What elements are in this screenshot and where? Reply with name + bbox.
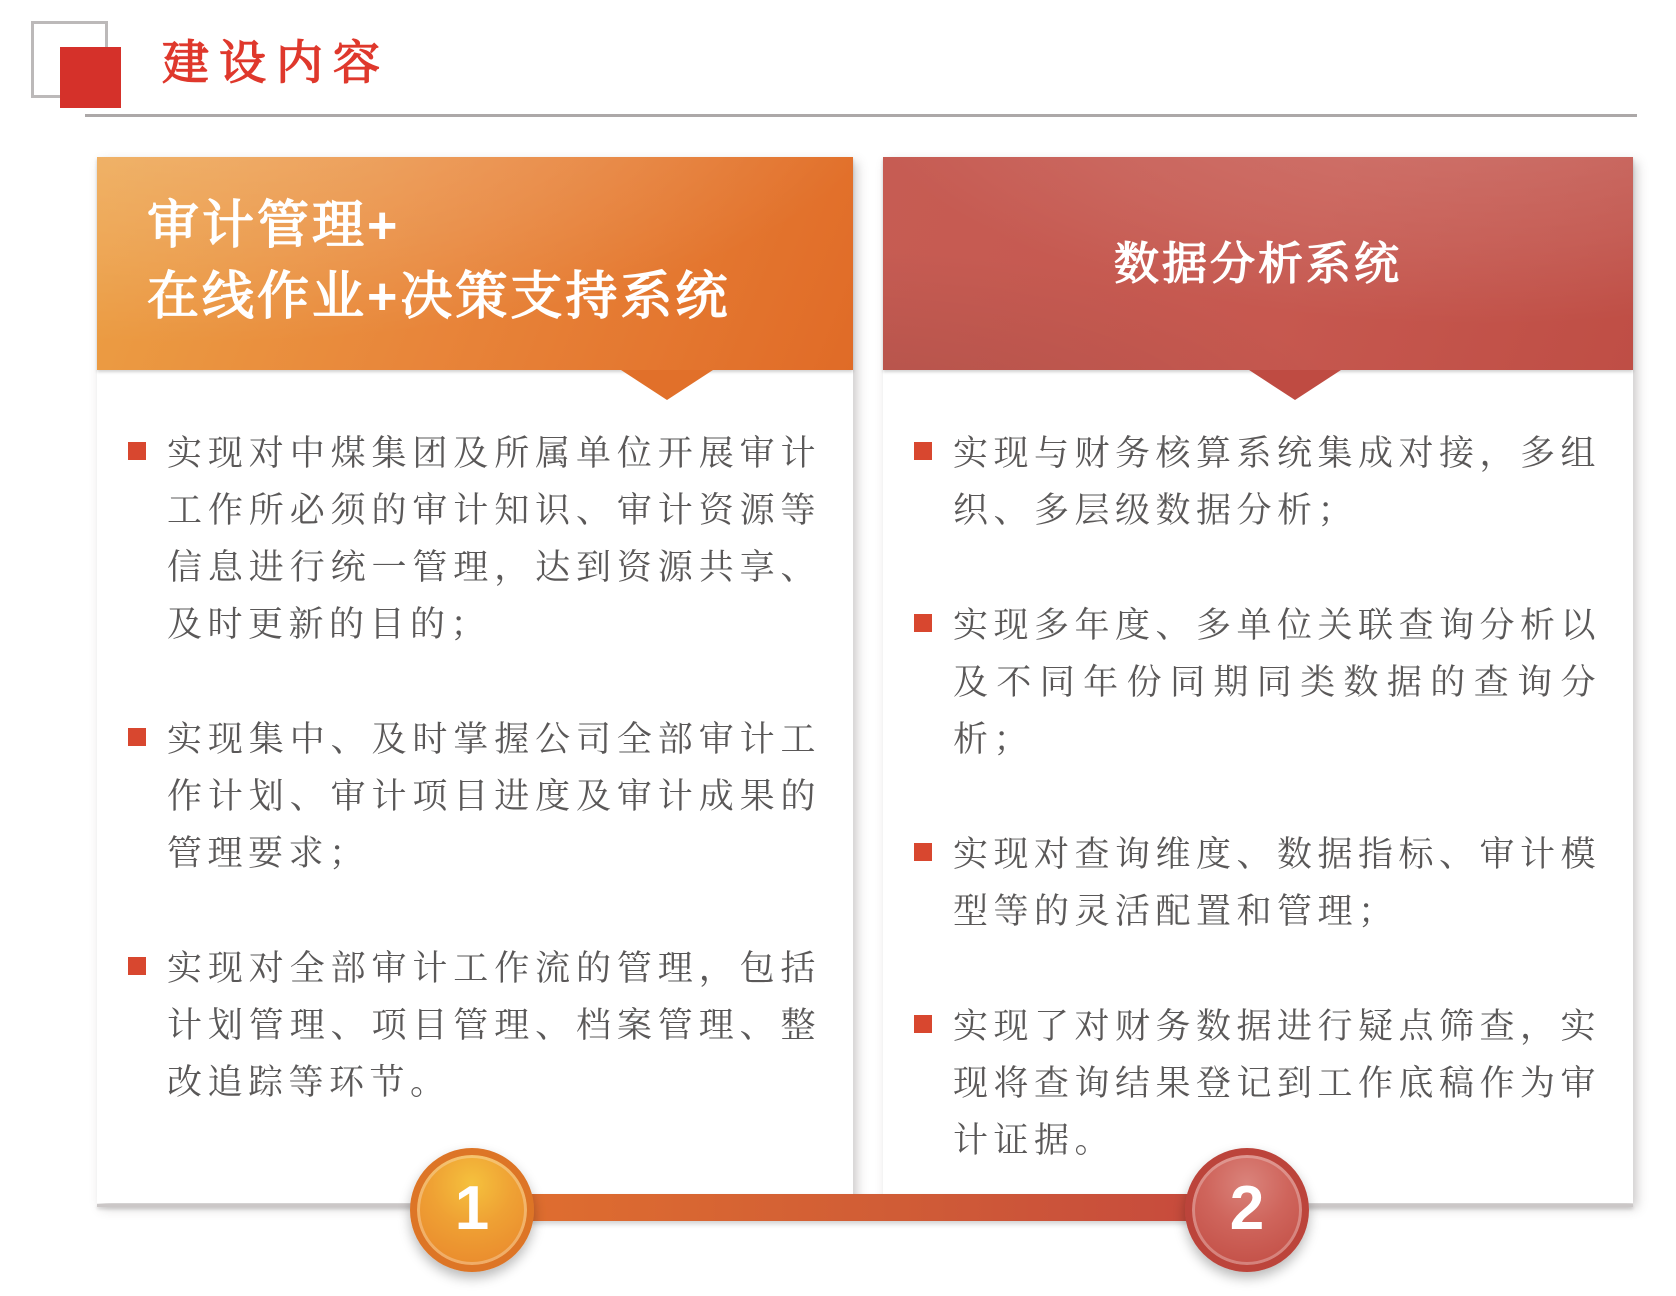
- logo-red-square-icon: [60, 47, 121, 108]
- card-data-analysis-body: [883, 370, 1633, 1169]
- card-audit-body: [97, 370, 853, 1111]
- list-item: [97, 425, 853, 653]
- bullet-text: 实现对查询维度、数据指标、审计模型等的灵活配置和管理；: [953, 835, 1602, 931]
- bullet-text: 实现多年度、多单位关联查询分析以及不同年份同期同类数据的查询分析；: [953, 606, 1602, 759]
- card-data-analysis-system: [883, 157, 1633, 1203]
- bullet-square-icon: [914, 442, 932, 460]
- bullet-square-icon: [128, 442, 146, 460]
- bullet-text: 实现对中煤集团及所属单位开展审计工作所必须的审计知识、审计资源等信息进行统一管理，达到资源共享、及时更新的目的；: [167, 434, 821, 644]
- card-data-analysis-title: [883, 157, 1633, 370]
- card-audit-title-line1: 审计管理+: [147, 197, 401, 255]
- card-audit-header: [97, 157, 853, 370]
- bullet-square-icon: [128, 957, 146, 975]
- page-title: 建设内容: [162, 36, 390, 89]
- list-item: [97, 940, 853, 1111]
- list-item: [883, 425, 1633, 539]
- bullet-text: 实现与财务核算系统集成对接，多组织、多层级数据分析；: [953, 434, 1602, 530]
- list-item: [883, 826, 1633, 940]
- title-divider: [85, 114, 1637, 117]
- timeline-connector-bar: [472, 1194, 1247, 1221]
- bullet-square-icon: [914, 843, 932, 861]
- step-number: 1: [454, 1173, 490, 1243]
- list-item: [97, 711, 853, 882]
- list-item: [883, 998, 1633, 1169]
- bullet-text: 实现对全部审计工作流的管理，包括计划管理、项目管理、档案管理、整改追踪等环节。: [167, 949, 821, 1102]
- step-badge-1: [410, 1148, 534, 1272]
- bullet-square-icon: [914, 1015, 932, 1033]
- bullet-square-icon: [914, 614, 932, 632]
- card-audit-system: [97, 157, 853, 1203]
- card-audit-title-line2: 在线作业+决策支持系统: [147, 268, 731, 326]
- bullet-text: 实现了对财务数据进行疑点筛查，实现将查询结果登记到工作底稿作为审计证据。: [953, 1007, 1602, 1160]
- list-item: [883, 597, 1633, 768]
- card-audit-title: [97, 157, 853, 333]
- bullet-text: 实现集中、及时掌握公司全部审计工作计划、审计项目进度及审计成果的管理要求；: [167, 720, 821, 873]
- bullet-square-icon: [128, 728, 146, 746]
- card-data-analysis-title-line1: 数据分析系统: [1113, 238, 1402, 289]
- step-badge-2: [1185, 1148, 1309, 1272]
- step-number: 2: [1229, 1173, 1265, 1243]
- card-data-analysis-header: [883, 157, 1633, 370]
